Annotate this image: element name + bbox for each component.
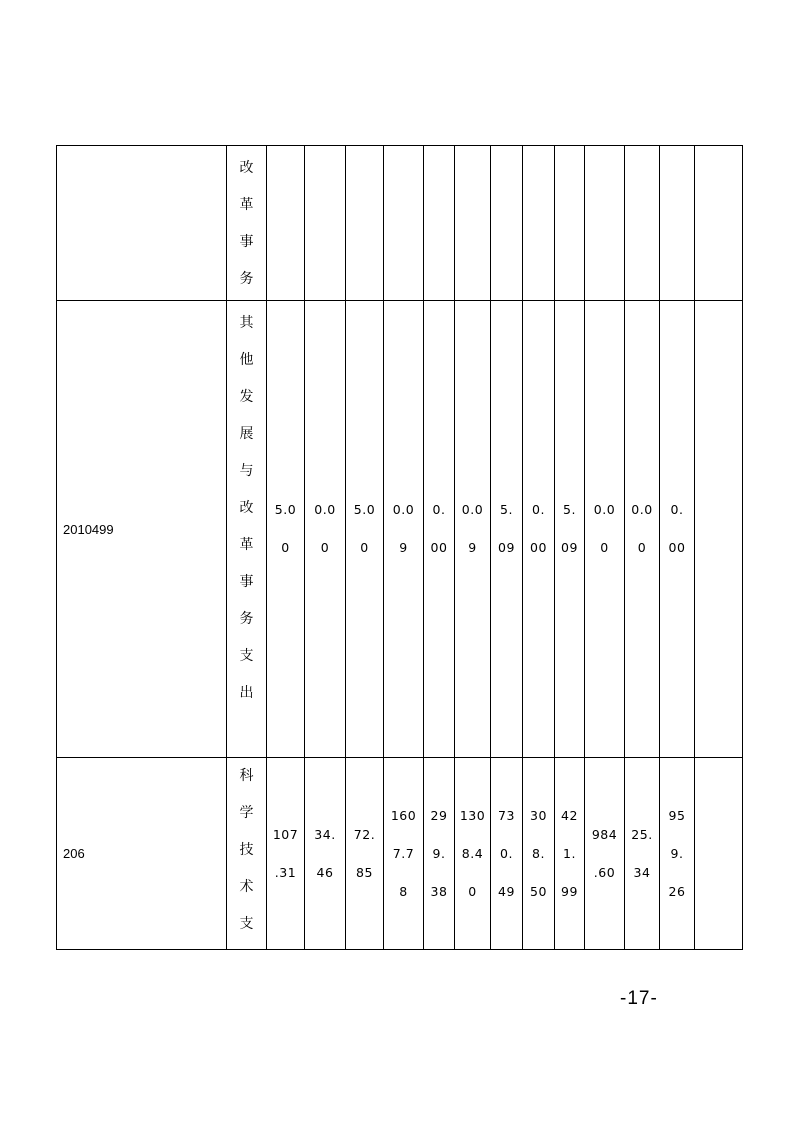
- value-fragment: 0: [320, 540, 330, 555]
- row-name-char: 改: [239, 160, 254, 176]
- value-fragment: 160: [390, 807, 417, 823]
- value-fragment: .60: [593, 864, 616, 880]
- row-name-char: 发: [239, 389, 254, 405]
- row-name-char: 革: [239, 537, 254, 553]
- value-cell: [523, 758, 555, 950]
- value-cell: [625, 301, 660, 758]
- value-fragment: 5.: [500, 502, 513, 517]
- row-code-cell: [57, 146, 227, 301]
- value-fragment: 42: [561, 807, 578, 823]
- value-fragment: 72.: [353, 826, 376, 842]
- value-fragment: 95: [668, 807, 686, 823]
- value-fragment: 0.0: [631, 502, 653, 517]
- value-cell: [660, 758, 695, 950]
- value-fragment: 46: [316, 864, 334, 880]
- value-fragment: 26: [668, 883, 686, 899]
- value-cell: [346, 758, 384, 950]
- row-name-char: 支: [239, 916, 254, 932]
- value-fragment: 0.0: [461, 502, 484, 517]
- value-cell: [384, 758, 424, 950]
- row-name-vertical: [227, 758, 266, 943]
- value-fragment: 09: [561, 540, 578, 555]
- value-cell: [625, 146, 660, 301]
- value-fragment: 29: [430, 807, 448, 823]
- value-fragment: 8.: [532, 845, 545, 861]
- value-fragment: 0.: [532, 502, 545, 517]
- page-number: -17-: [620, 988, 658, 1009]
- row-name-cell: [227, 146, 267, 301]
- value-cell: [491, 301, 523, 758]
- budget-table: [56, 145, 743, 950]
- value-cell: [491, 146, 523, 301]
- value-cell: [523, 301, 555, 758]
- value-cell: [455, 301, 491, 758]
- value-cell: [267, 301, 305, 758]
- row-name-vertical: [227, 146, 266, 298]
- row-name-char: 务: [239, 611, 254, 627]
- value-fragment: 5.0: [274, 502, 297, 517]
- value-cell: [523, 146, 555, 301]
- row-name-char: 与: [239, 463, 254, 479]
- value-fragment: 49: [498, 883, 515, 899]
- value-cell: [305, 758, 346, 950]
- value-fragment: 9.: [432, 845, 446, 861]
- value-fragment: 30: [530, 807, 547, 823]
- value-fragment: 5.: [563, 502, 576, 517]
- value-fragment: 0.0: [392, 502, 415, 517]
- row-name-char: 术: [239, 879, 254, 895]
- value-fragment: 73: [498, 807, 515, 823]
- row-name-char: 改: [239, 500, 254, 516]
- row-name-char: 革: [239, 197, 254, 213]
- value-fragment: 09: [498, 540, 515, 555]
- value-cell: [267, 146, 305, 301]
- value-fragment: 34: [633, 864, 651, 880]
- value-fragment: 25.: [631, 826, 653, 842]
- value-fragment: .31: [274, 864, 297, 880]
- value-cell: [625, 758, 660, 950]
- value-fragment: 0: [360, 540, 369, 555]
- value-cell: [491, 758, 523, 950]
- value-fragment: 0.: [670, 502, 684, 517]
- value-cell: [555, 146, 585, 301]
- value-fragment: 38: [430, 883, 448, 899]
- value-cell: [695, 758, 743, 950]
- value-cell: [305, 146, 346, 301]
- row-code-cell: 2010499: [57, 301, 227, 758]
- row-name-char: 事: [239, 234, 254, 250]
- value-fragment: 50: [530, 883, 547, 899]
- table-row: [57, 758, 743, 950]
- value-cell: [346, 301, 384, 758]
- value-cell: [585, 301, 625, 758]
- value-fragment: 9: [468, 540, 477, 555]
- value-fragment: 0: [600, 540, 609, 555]
- value-fragment: 0.: [432, 502, 446, 517]
- value-fragment: 8.4: [461, 845, 484, 861]
- value-fragment: 7.7: [392, 845, 415, 861]
- value-cell: [384, 301, 424, 758]
- value-fragment: 85: [356, 864, 373, 880]
- value-cell: [585, 758, 625, 950]
- row-name-char: 事: [239, 574, 254, 590]
- table-row: [57, 301, 743, 758]
- row-name-char: 展: [239, 426, 254, 442]
- value-cell: [695, 146, 743, 301]
- value-cell: [424, 758, 455, 950]
- value-fragment: 0.0: [314, 502, 336, 517]
- value-cell: [424, 301, 455, 758]
- table-row: [57, 146, 743, 301]
- row-code-cell: 206: [57, 758, 227, 950]
- value-cell: [305, 301, 346, 758]
- value-fragment: 99: [561, 883, 578, 899]
- value-cell: [585, 146, 625, 301]
- value-cell: [346, 146, 384, 301]
- value-cell: [455, 146, 491, 301]
- value-fragment: 5.0: [353, 502, 376, 517]
- value-cell: [455, 758, 491, 950]
- value-fragment: 0.0: [593, 502, 616, 517]
- row-name-cell: [227, 301, 267, 758]
- value-fragment: 984: [591, 826, 618, 842]
- value-cell: [695, 301, 743, 758]
- row-name-char: 学: [239, 805, 254, 821]
- value-cell: [384, 146, 424, 301]
- row-name-char: 科: [239, 768, 254, 784]
- row-name-cell: [227, 758, 267, 950]
- value-fragment: 9: [399, 540, 408, 555]
- row-name-char: 他: [239, 352, 254, 368]
- row-name-char: 出: [239, 685, 254, 701]
- value-cell: [267, 758, 305, 950]
- row-name-char: 务: [239, 271, 254, 287]
- value-fragment: 0: [637, 540, 647, 555]
- value-cell: [555, 758, 585, 950]
- row-name-char: 技: [239, 842, 254, 858]
- value-cell: [660, 146, 695, 301]
- value-fragment: 8: [399, 883, 408, 899]
- value-fragment: 130: [459, 807, 486, 823]
- value-fragment: 34.: [314, 826, 336, 842]
- value-fragment: 0: [468, 883, 477, 899]
- value-fragment: 00: [530, 540, 547, 555]
- value-fragment: 00: [668, 540, 686, 555]
- row-name-vertical: [227, 301, 266, 712]
- row-name-char: 其: [239, 315, 254, 331]
- value-fragment: 107: [272, 826, 299, 842]
- value-fragment: 1.: [563, 845, 576, 861]
- value-cell: [660, 301, 695, 758]
- value-cell: [555, 301, 585, 758]
- table-body: [57, 146, 743, 950]
- value-fragment: 9.: [670, 845, 684, 861]
- value-fragment: 0: [281, 540, 290, 555]
- value-cell: [424, 146, 455, 301]
- row-name-char: 支: [239, 648, 254, 664]
- value-fragment: 0.: [500, 845, 513, 861]
- value-fragment: 00: [430, 540, 448, 555]
